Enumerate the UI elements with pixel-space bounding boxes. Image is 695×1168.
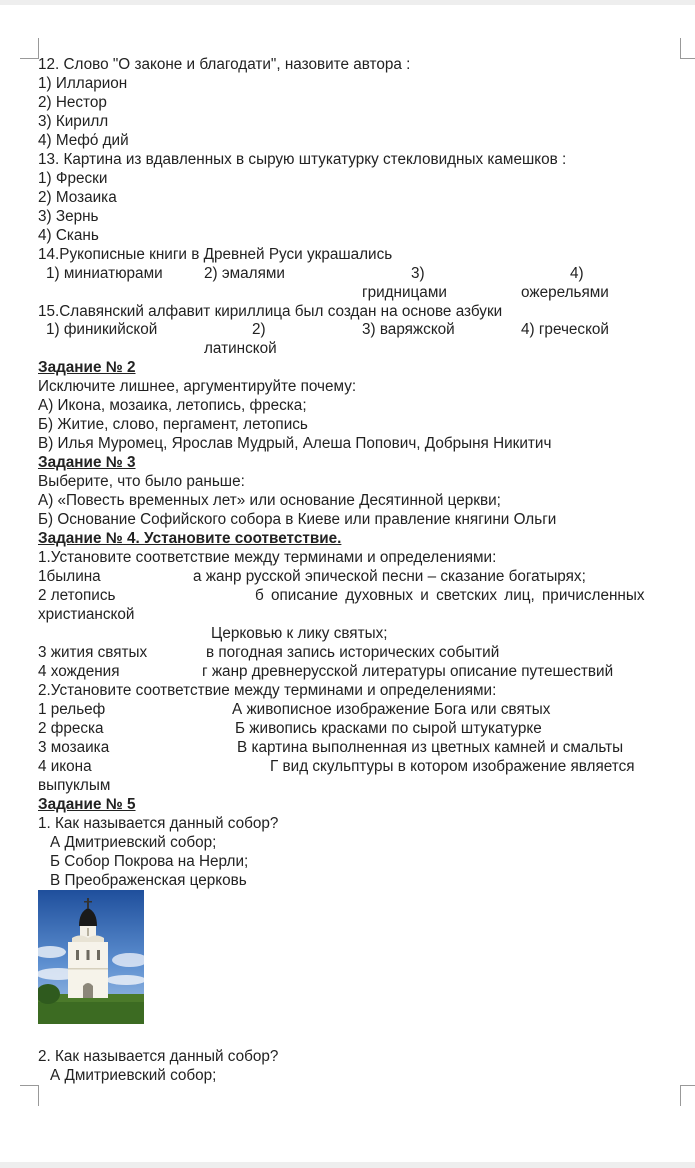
task-line: Б) Основание Софийского собора в Киеве или правление княгини Ольги [38, 511, 557, 528]
church-photo [38, 890, 144, 1024]
option: 2) [252, 321, 266, 338]
task-3-heading: Задание № 3 [38, 454, 136, 471]
option: 3) [411, 265, 425, 282]
task-line: А) «Повесть временных лет» или основание Десятинной церкви; [38, 492, 501, 509]
question: 2. Как называется данный собор? [38, 1048, 279, 1065]
option: 4) [570, 265, 584, 282]
match-definition: в погодная запись исторических событий [206, 644, 500, 661]
question-14: 14.Рукописные книги в Древней Руси украшались [38, 246, 393, 263]
option: 4) Мефо́ дий [38, 132, 129, 149]
question-15: 15.Славянский алфавит кириллица был создан на основе азбуки [38, 303, 503, 320]
task-line: Исключите лишнее, аргументируйте почему: [38, 378, 357, 395]
match-term: 1 рельеф [38, 701, 106, 718]
match-definition: б описание духовных и светских лиц, причисленных [255, 587, 645, 604]
match-title: 2.Установите соответствие между терминами и определениями: [38, 682, 497, 699]
match-definition-continuation: выпуклым [38, 777, 111, 794]
match-definition-continuation: Церковью к лику святых; [211, 625, 388, 642]
match-term: 2 фреска [38, 720, 104, 737]
option-continuation: гридницами [362, 284, 447, 301]
task-line: А) Икона, мозаика, летопись, фреска; [38, 397, 307, 414]
option-continuation: ожерельями [521, 284, 609, 301]
match-definition-continuation: христианской [38, 606, 135, 623]
task-line: Выберите, что было раньше: [38, 473, 245, 490]
task-5-heading: Задание № 5 [38, 796, 136, 813]
match-definition: Г вид скульптуры в котором изображение является [270, 758, 635, 775]
match-term: 4 икона [38, 758, 92, 775]
option: 4) греческой [521, 321, 609, 338]
option-continuation: латинской [204, 340, 277, 357]
match-definition: В картина выполненная из цветных камней и смальты [237, 739, 624, 756]
question-13: 13. Картина из вдавленных в сырую штукатурку стекловидных камешков : [38, 151, 567, 168]
option: А Дмитриевский собор; [50, 1067, 217, 1084]
match-term: 3 жития святых [38, 644, 148, 661]
option: А Дмитриевский собор; [50, 834, 217, 851]
page-corner-mark [20, 1085, 39, 1106]
match-definition: Б живопись красками по сырой штукатурке [235, 720, 542, 737]
option: 1) финикийской [46, 321, 158, 338]
match-definition: А живописное изображение Бога или святых [232, 701, 551, 718]
option: 1) миниатюрами [46, 265, 163, 282]
task-2-heading: Задание № 2 [38, 359, 136, 376]
option: 1) Фрески [38, 170, 108, 187]
page-corner-mark [680, 1085, 695, 1106]
option: 2) Мозаика [38, 189, 117, 206]
option: 3) Зернь [38, 208, 99, 225]
page-corner-mark [680, 38, 695, 59]
task-line: В) Илья Муромец, Ярослав Мудрый, Алеша Попович, Добрыня Никитич [38, 435, 552, 452]
task-line: Б) Житие, слово, пергамент, летопись [38, 416, 308, 433]
match-definition: г жанр древнерусской литературы описание путешествий [202, 663, 614, 680]
option: 2) эмалями [204, 265, 285, 282]
match-title: 1.Установите соответствие между терминами и определениями: [38, 549, 497, 566]
option: 3) варяжской [362, 321, 455, 338]
task-4-heading: Задание № 4. Установите соответствие. [38, 530, 342, 547]
option: Б Собор Покрова на Нерли; [50, 853, 249, 870]
match-term: 3 мозаика [38, 739, 110, 756]
question: 1. Как называется данный собор? [38, 815, 279, 832]
document-page [0, 5, 695, 1162]
option: 2) Нестор [38, 94, 107, 111]
question-12: 12. Слово "О законе и благодати", назовите автора : [38, 56, 411, 73]
match-term: 1былина [38, 568, 101, 585]
option: 1) Илларион [38, 75, 128, 92]
option: В Преображенская церковь [50, 872, 247, 889]
page-corner-mark [20, 38, 39, 59]
match-definition: а жанр русской эпической песни – сказание богатырях; [193, 568, 586, 585]
match-term: 2 летопись [38, 587, 116, 604]
option: 3) Кирилл [38, 113, 109, 130]
match-term: 4 хождения [38, 663, 120, 680]
option: 4) Скань [38, 227, 99, 244]
